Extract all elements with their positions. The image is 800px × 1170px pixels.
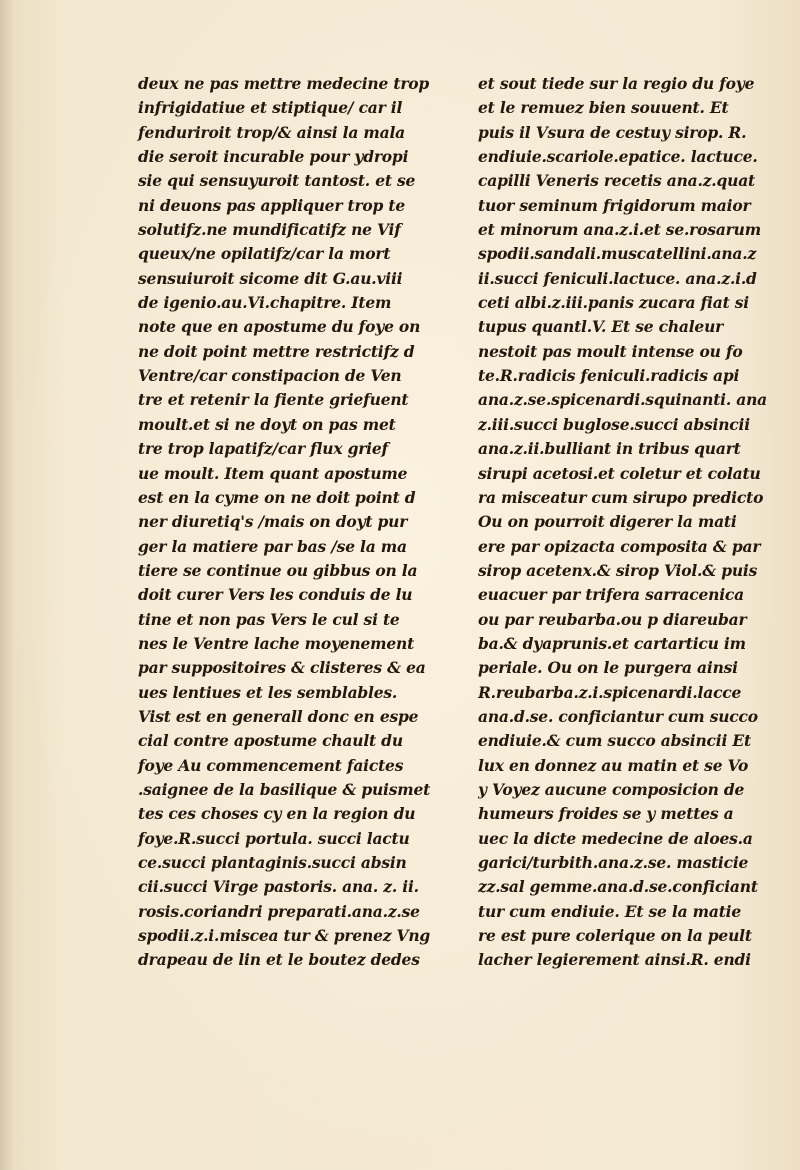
text-line: sirupi acetosi.et coletur et colatu xyxy=(478,463,761,483)
text-line: foye Au commencement faictes xyxy=(138,755,404,775)
text-line: tre et retenir la fiente griefuent xyxy=(138,390,409,410)
text-line: humeurs froides se y mettes a xyxy=(478,804,734,824)
text-line: tre trop lapatifz/car flux grief xyxy=(138,439,389,459)
text-line: Vist est en generall donc en espe xyxy=(138,706,419,726)
text-line: ii.succi feniculi.lactuce. ana.z.i.d xyxy=(478,268,757,288)
text-line: garici/turbith.ana.z.se. masticie xyxy=(478,853,749,872)
text-line: ana.d.se. conficiantur cum succo xyxy=(478,706,758,726)
text-line: endiuie.& cum succo absincii Et xyxy=(478,731,751,751)
text-line: ceti albi.z.iii.panis zucara fiat si xyxy=(478,293,749,313)
text-line: ni deuons pas appliquer trop te xyxy=(138,195,406,215)
text-line: queux/ne opilatifz/car la mort xyxy=(138,244,391,264)
text-line: sensuiuroit sicome dit G.au.viii xyxy=(138,268,403,288)
text-line: cial contre apostume chault du xyxy=(138,731,403,751)
text-line: uec la dicte medecine de aloes.a xyxy=(478,828,753,848)
text-line: ra misceatur cum sirupo predicto xyxy=(478,487,764,507)
text-line: sirop acetenx.& sirop Viol.& puis xyxy=(478,560,758,580)
text-line: ner diuretiq's /mais on doyt pur xyxy=(138,512,408,532)
text-line: zz.sal gemme.ana.d.se.conficiant xyxy=(478,877,758,897)
text-line: et minorum ana.z.i.et se.rosarum xyxy=(478,220,761,240)
text-line: solutifz.ne mundificatifz ne Vif xyxy=(138,220,401,240)
text-line: ce.succi plantaginis.succi absin xyxy=(138,853,407,872)
text-line: re est pure colerique on la peult xyxy=(478,926,752,946)
text-line: deux ne pas mettre medecine trop xyxy=(138,74,430,93)
page-fold-shadow xyxy=(0,0,14,1170)
text-line: capilli Veneris recetis ana.z.quat xyxy=(478,171,755,191)
text-line: ana.z.se.spicenardi.squinanti. ana xyxy=(478,390,767,410)
text-line: cii.succi Virge pastoris. ana. z. ii. xyxy=(138,877,419,897)
text-line: nes le Ventre lache moyenement xyxy=(138,633,415,653)
text-line: infrigidatiue et stiptique/ car il xyxy=(138,98,403,118)
text-line: et sout tiede sur la regio du foye xyxy=(478,74,755,93)
text-line: ou par reubarba.ou p diareubar xyxy=(478,609,747,629)
text-line: note que en apostume du foye on xyxy=(138,317,421,337)
text-line: foye.R.succi portula. succi lactu xyxy=(138,828,410,848)
text-line: par suppositoires & clisteres & ea xyxy=(138,658,426,678)
text-line: lux en donnez au matin et se Vo xyxy=(478,755,749,775)
text-line: drapeau de lin et le boutez dedes xyxy=(138,950,420,970)
text-line: ue moult. Item quant apostume xyxy=(138,463,408,483)
left-text-column xyxy=(138,72,468,973)
text-line: lacher legierement ainsi.R. endi xyxy=(478,950,751,970)
text-line: tupus quantl.V. Et se chaleur xyxy=(478,317,724,337)
text-line: tine et non pas Vers le cul si te xyxy=(138,609,400,629)
text-line: sie qui sensuyuroit tantost. et se xyxy=(138,171,416,191)
text-line: te.R.radicis feniculi.radicis api xyxy=(478,366,740,386)
text-line: doit curer Vers les conduis de lu xyxy=(138,585,413,605)
text-line: nestoit pas moult intense ou fo xyxy=(478,341,743,361)
text-line: puis il Vsura de cestuy sirop. R. xyxy=(478,122,747,142)
text-line: spodii.z.i.miscea tur & prenez Vng xyxy=(138,926,431,946)
text-line: .saignee de la basilique & puismet xyxy=(138,779,431,799)
text-line: tes ces choses cy en la region du xyxy=(138,804,416,824)
text-line: tiere se continue ou gibbus on la xyxy=(138,560,418,580)
text-line: ues lentiues et les semblables. xyxy=(138,682,398,702)
text-line: y Voyez aucune composicion de xyxy=(478,779,745,799)
text-line: ana.z.ii.bulliant in tribus quart xyxy=(478,439,741,459)
text-line: Ou on pourroit digerer la mati xyxy=(478,512,737,532)
text-line: periale. Ou on le purgera ainsi xyxy=(478,658,738,678)
text-line: ger la matiere par bas /se la ma xyxy=(138,536,407,556)
text-line: ne doit point mettre restrictifz d xyxy=(138,341,415,361)
text-line: spodii.sandali.muscatellini.ana.z xyxy=(478,244,757,264)
text-line: die seroit incurable pour ydropi xyxy=(138,147,409,167)
text-line: R.reubarba.z.i.spicenardi.lacce xyxy=(478,682,742,702)
text-line: ba.& dyaprunis.et cartarticu im xyxy=(478,633,746,653)
text-line: ere par opizacta composita & par xyxy=(478,536,761,556)
text-line: tur cum endiuie. Et se la matie xyxy=(478,901,741,921)
text-line: tuor seminum frigidorum maior xyxy=(478,195,751,215)
text-line: euacuer par trifera sarracenica xyxy=(478,585,744,605)
text-line: de igenio.au.Vi.chapitre. Item xyxy=(138,293,392,313)
text-line: Ventre/car constipacion de Ven xyxy=(138,366,402,386)
text-line: est en la cyme on ne doit point d xyxy=(138,487,416,507)
text-line: z.iii.succi buglose.succi absincii xyxy=(478,414,750,434)
text-line: et le remuez bien souuent. Et xyxy=(478,98,729,118)
text-line: moult.et si ne doyt on pas met xyxy=(138,414,396,434)
right-text-column xyxy=(478,72,800,973)
text-line: rosis.coriandri preparati.ana.z.se xyxy=(138,901,420,921)
text-line: fenduriroit trop/& ainsi la mala xyxy=(138,122,405,142)
text-line: endiuie.scariole.epatice. lactuce. xyxy=(478,147,758,167)
